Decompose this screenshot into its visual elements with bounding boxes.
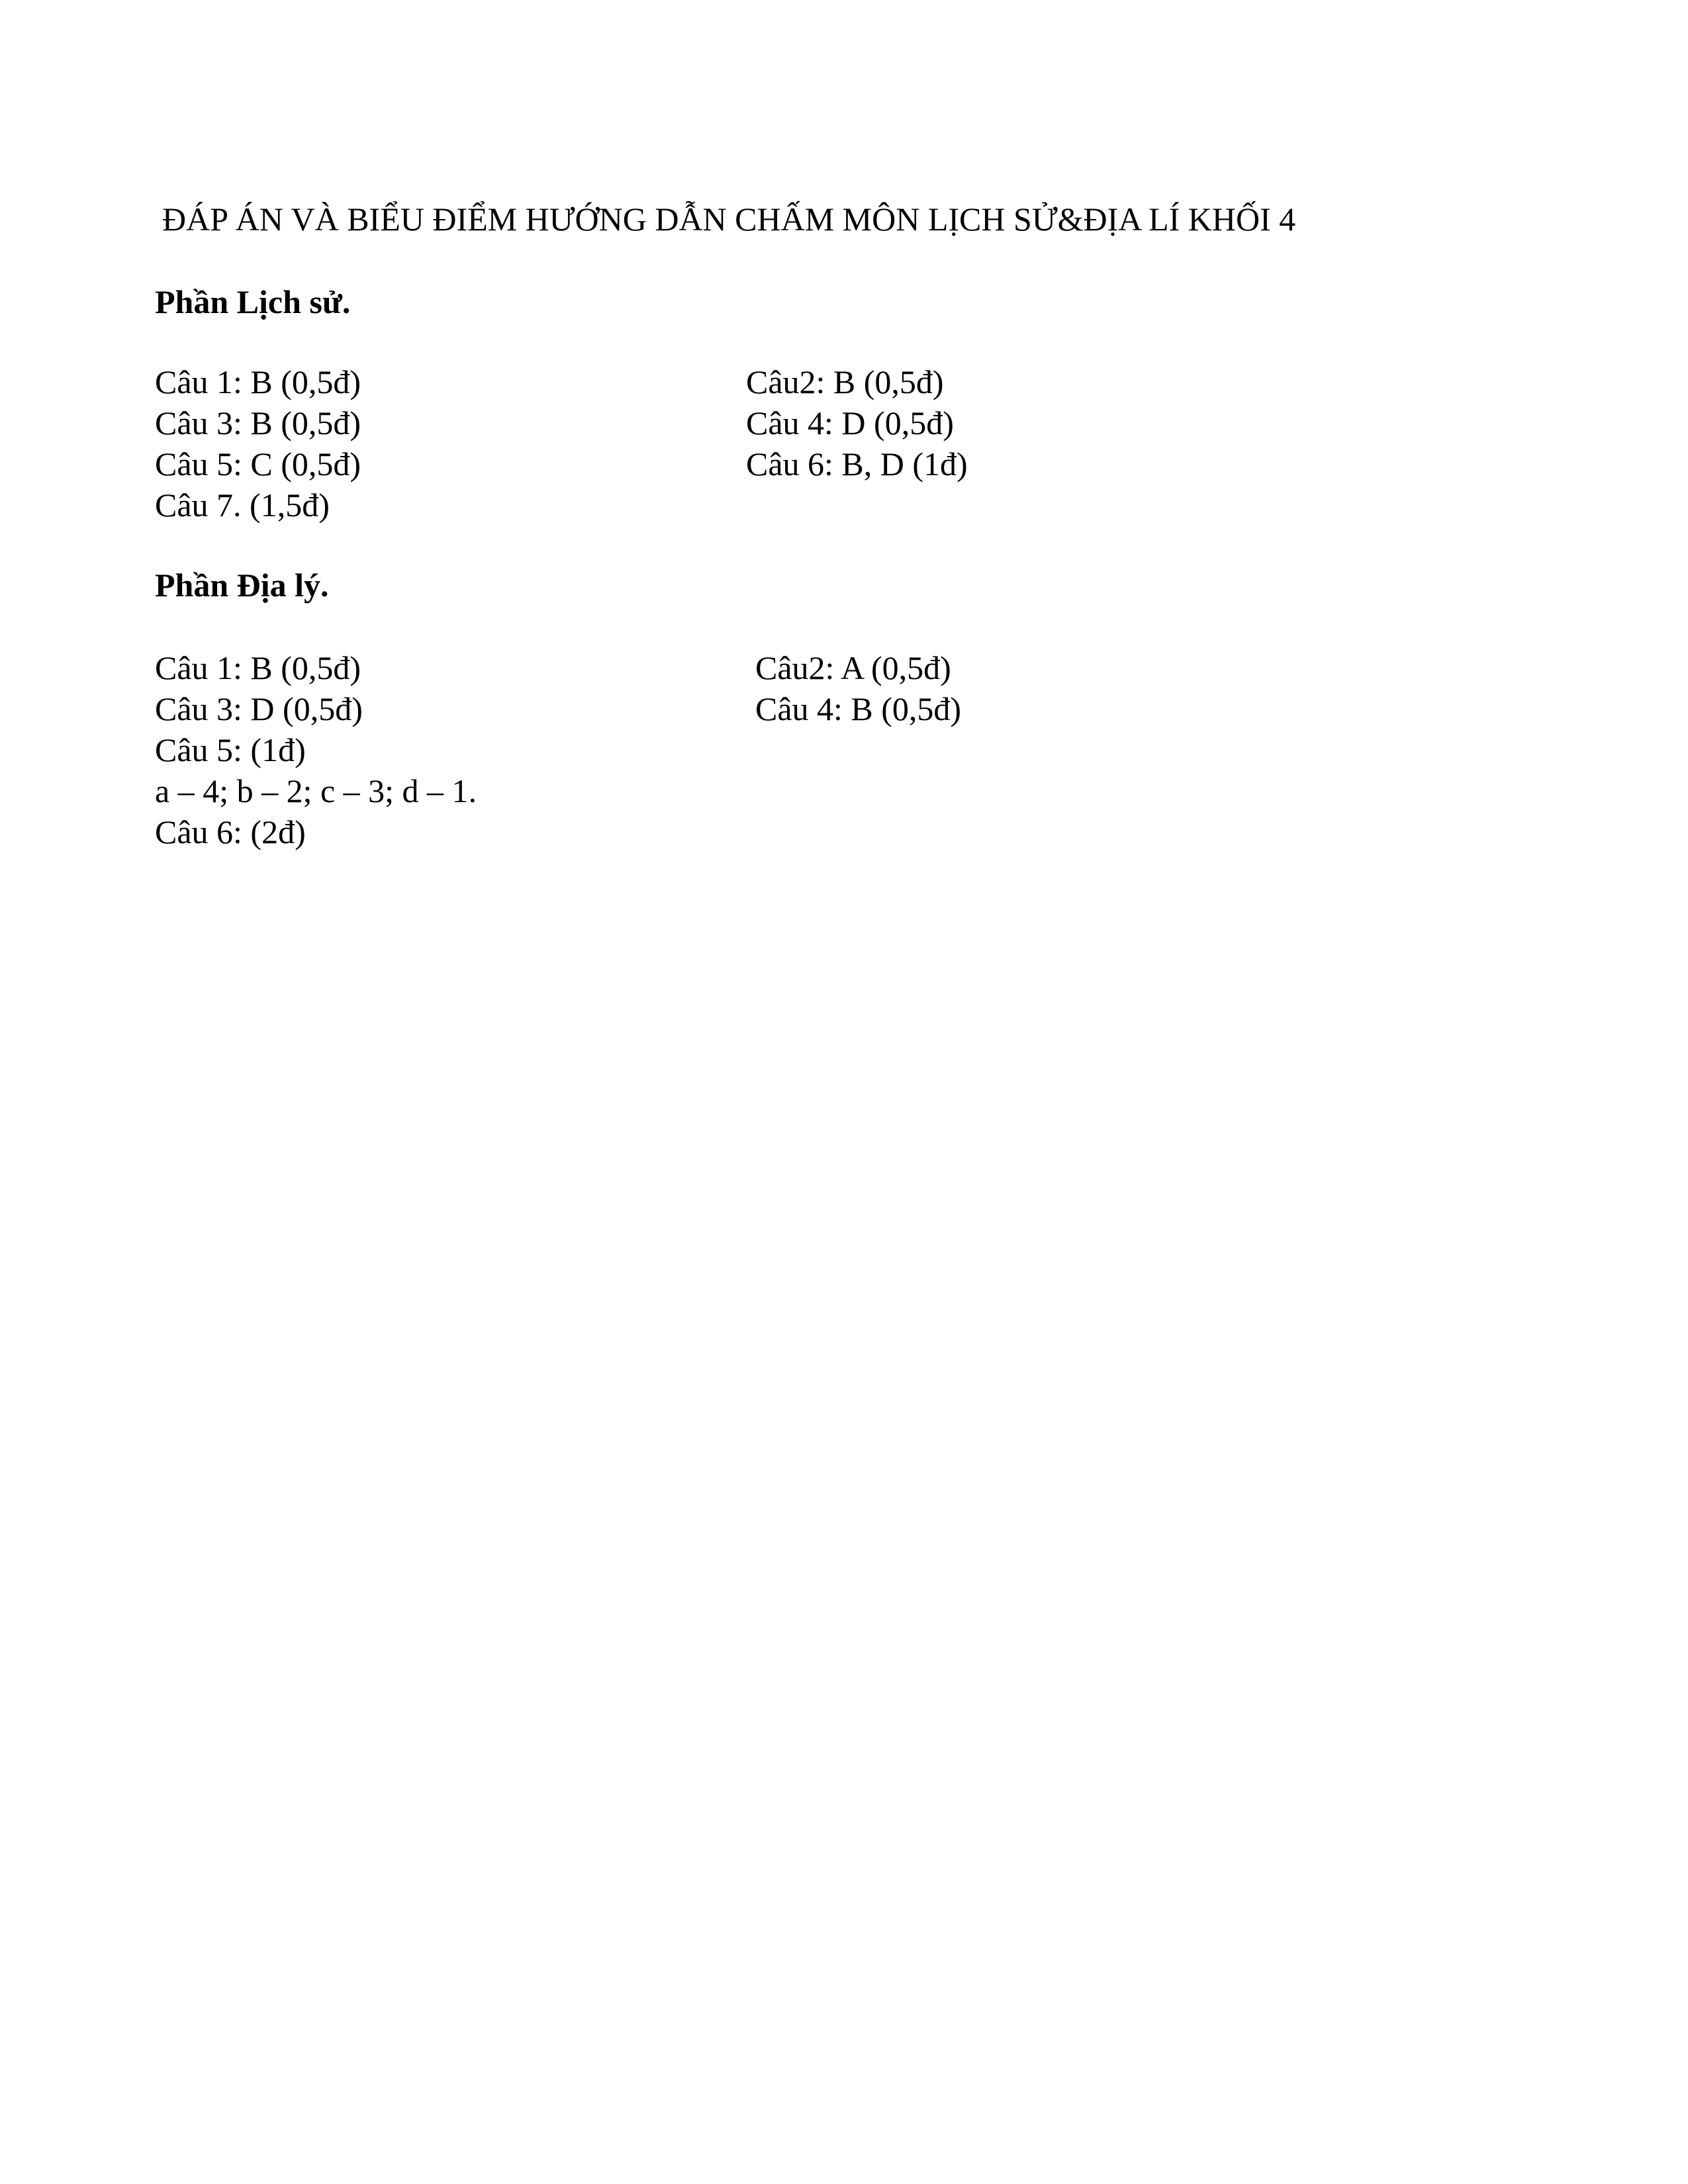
history-answer-q5: Câu 5: C (0,5đ) [155, 445, 361, 482]
document-title: ĐÁP ÁN VÀ BIỂU ĐIỂM HƯỚNG DẪN CHẤM MÔN LỊCH SỬ&ĐỊA LÍ KHỐI 4 [162, 201, 1296, 238]
history-answer-q1: Câu 1: B (0,5đ) [155, 363, 361, 400]
geography-answer-q6: Câu 6: (2đ) [155, 813, 306, 850]
history-answer-q6: Câu 6: B, D (1đ) [746, 445, 968, 482]
history-answer-q2: Câu2: B (0,5đ) [746, 363, 944, 400]
geography-answer-q2: Câu2: A (0,5đ) [755, 649, 951, 686]
geography-answer-q3: Câu 3: D (0,5đ) [155, 690, 363, 727]
geography-heading: Phần Địa lý. [155, 567, 329, 604]
history-answer-q3: Câu 3: B (0,5đ) [155, 404, 361, 441]
geography-answer-q5-matching: a – 4; b – 2; c – 3; d – 1. [155, 772, 477, 809]
geography-answer-q4: Câu 4: B (0,5đ) [755, 690, 962, 727]
geography-answer-q5: Câu 5: (1đ) [155, 731, 306, 768]
geography-answer-q1: Câu 1: B (0,5đ) [155, 649, 361, 686]
history-answer-q7: Câu 7. (1,5đ) [155, 486, 330, 523]
history-answer-q4: Câu 4: D (0,5đ) [746, 404, 954, 441]
history-heading: Phần Lịch sử. [155, 283, 351, 320]
